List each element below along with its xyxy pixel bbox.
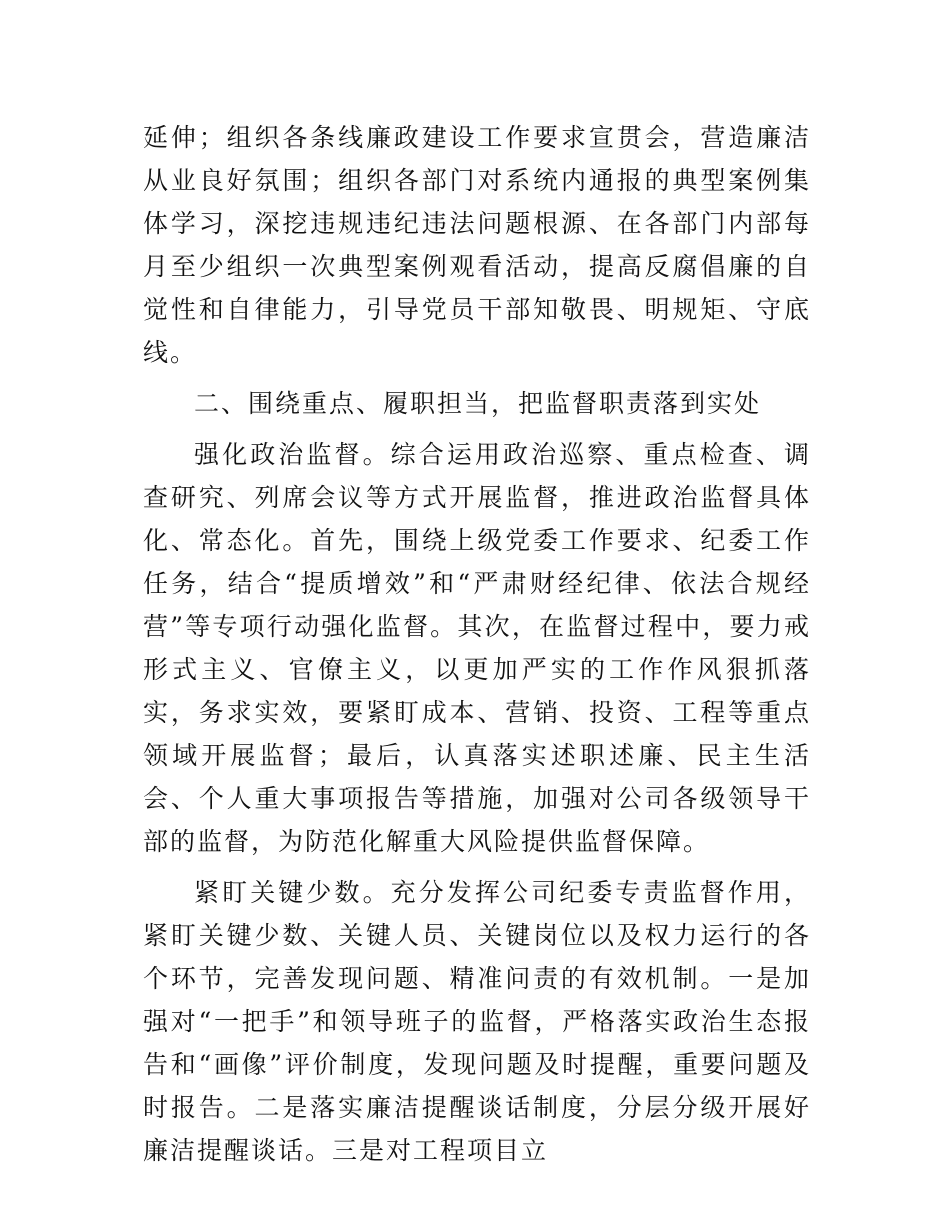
paragraph-intro-continuation: 延伸；组织各条线廉政建设工作要求宣贯会，营造廉洁从业良好氛围；组织各部门对系统内通报的典型案例集体学习，深挖违规违纪违法问题根源、在各部门内部每月至少组织一次典型案例观看活动，提高反腐倡廉的自觉性和自律能力，引导党员干部知敬畏、明规矩、守底线。 (143, 123, 811, 367)
document-body (143, 116, 811, 1172)
paragraph-key-minority: 紧盯关键少数。充分发挥公司纪委专责监督作用，紧盯关键少数、关键人员、关键岗位以及权力运行的各个环节，完善发现问题、精准问责的有效机制。一是加强对“一把手”和领导班子的监督，严格落实政治生态报告和“画像”评价制度，发现问题及时提醒，重要问题及时报告。二是落实廉洁提醒谈话制度，分层分级开展好廉洁提醒谈话。三是对工程项目立 (143, 878, 811, 1165)
section-heading: 二、围绕重点、履职担当，把监督职责落到实处 (194, 389, 762, 418)
paragraph-political-supervision: 强化政治监督。综合运用政治巡察、重点检查、调查研究、列席会议等方式开展监督，推进政治监督具体化、常态化。首先，围绕上级党委工作要求、纪委工作任务，结合“提质增效”和“严肃财经纪律、依法合规经营”等专项行动强化监督。其次，在监督过程中，要力戒形式主义、官僚主义，以更加严实的工作作风狠抓落实，务求实效，要紧盯成本、营销、投资、工程等重点领域开展监督；最后，认真落实述职述廉、民主生活会、个人重大事项报告等措施，加强对公司各级领导干部的监督，为防范化解重大风险提供监督保障。 (143, 440, 811, 856)
